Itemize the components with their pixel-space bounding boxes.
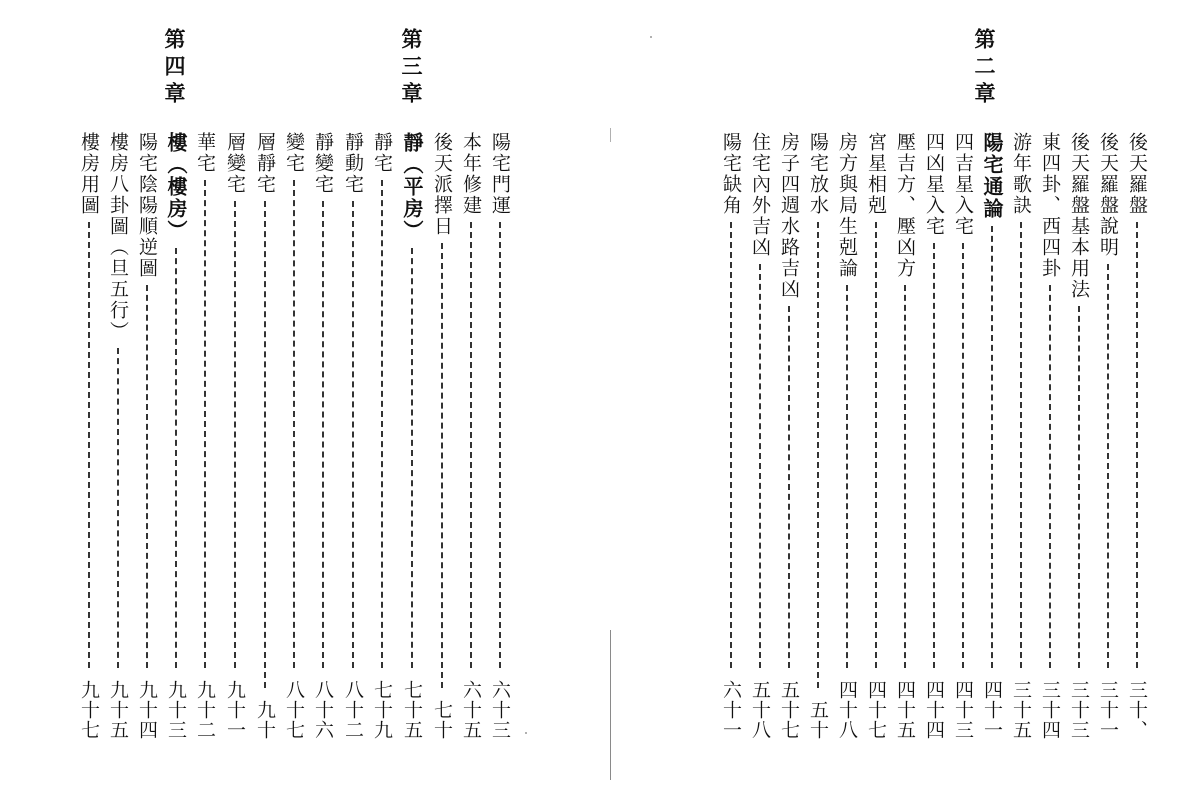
page-number: 三十四 <box>1039 680 1061 740</box>
page-number: 三十、 <box>1126 680 1148 740</box>
dotted-leader <box>264 201 266 688</box>
toc-entry <box>1065 0 1093 793</box>
entry-title: 層變宅 <box>224 132 246 195</box>
dotted-leader <box>470 222 472 668</box>
scan-speck <box>525 732 527 734</box>
page-number: 三十五 <box>1010 680 1032 740</box>
dotted-leader <box>1020 222 1022 668</box>
dotted-leader <box>88 222 90 668</box>
toc-entry <box>746 0 774 793</box>
toc-entry <box>804 0 832 793</box>
page-number: 四十三 <box>952 680 974 740</box>
scan-speck <box>650 36 652 38</box>
dotted-leader <box>788 306 790 668</box>
page-number: 五十八 <box>749 680 771 740</box>
page-number: 九十二 <box>194 680 216 740</box>
dotted-leader <box>1107 264 1109 668</box>
page-number: 九十五 <box>107 680 129 740</box>
dotted-leader <box>991 226 993 668</box>
dotted-leader <box>1136 222 1138 668</box>
dotted-leader <box>322 201 324 668</box>
entry-title: 樓房八卦圖（旦五行） <box>107 132 129 342</box>
entry-title: 四吉星入宅 <box>952 132 974 237</box>
dotted-leader <box>1078 306 1080 668</box>
entry-title: 陽宅通論 <box>980 132 1004 220</box>
page-number: 九十四 <box>136 680 158 740</box>
page-number: 九十一 <box>224 680 246 740</box>
page-number: 四十四 <box>923 680 945 740</box>
page-number: 八十六 <box>312 680 334 740</box>
page-number: 六十五 <box>460 680 482 740</box>
entry-title: 靜變宅 <box>312 132 334 195</box>
chapter-title: 第二章 <box>972 28 997 109</box>
dotted-leader <box>146 285 148 668</box>
page-number: 九十 <box>254 700 276 740</box>
dotted-leader <box>730 222 732 668</box>
dotted-leader <box>499 222 501 668</box>
entry-title: 變宅 <box>283 132 305 174</box>
dotted-leader <box>352 201 354 668</box>
entry-title: 宮星相剋 <box>865 132 887 216</box>
entry-title: 陽宅缺角 <box>720 132 742 216</box>
dotted-leader <box>846 285 848 668</box>
dotted-leader <box>293 180 295 668</box>
toc-entry <box>133 0 161 793</box>
page-number: 八十二 <box>342 680 364 740</box>
dotted-leader <box>933 243 935 668</box>
toc-entry <box>309 0 337 793</box>
dotted-leader <box>875 222 877 668</box>
entry-title: 東四卦、西四卦 <box>1039 132 1061 279</box>
toc-entry <box>775 0 803 793</box>
chapter-title: 第三章 <box>399 28 424 109</box>
entry-title: 住宅內外吉凶 <box>749 132 771 258</box>
toc-entry <box>339 0 367 793</box>
gutter-mark <box>610 128 611 142</box>
page-number: 四十五 <box>894 680 916 740</box>
entry-title: 後天羅盤說明 <box>1097 132 1119 258</box>
entry-title: 房方與局生剋論 <box>836 132 858 279</box>
entry-title: 後天羅盤 <box>1126 132 1148 216</box>
toc-entry <box>368 0 396 793</box>
page-number: 三十三 <box>1068 680 1090 740</box>
entry-title: 靜宅 <box>371 132 393 174</box>
dotted-leader <box>381 180 383 668</box>
page-number: 七十九 <box>371 680 393 740</box>
page-number: 五十七 <box>778 680 800 740</box>
dotted-leader <box>904 285 906 668</box>
dotted-leader <box>962 243 964 668</box>
dotted-leader <box>175 248 177 668</box>
toc-entry <box>1036 0 1064 793</box>
toc-entry <box>398 0 426 793</box>
page-number: 四十八 <box>836 680 858 740</box>
dotted-leader <box>204 180 206 668</box>
toc-entry <box>891 0 919 793</box>
page-number: 四十一 <box>981 680 1003 740</box>
toc-entry <box>1007 0 1035 793</box>
page-number: 七十 <box>431 700 453 740</box>
entry-title: 靜（平房） <box>400 132 424 242</box>
page-number: 三十一 <box>1097 680 1119 740</box>
entry-title: 本年修建 <box>460 132 482 216</box>
toc-entry <box>162 0 190 793</box>
entry-title: 四凶星入宅 <box>923 132 945 237</box>
entry-title: 後天羅盤基本用法 <box>1068 132 1090 300</box>
entry-title: 樓（樓房） <box>164 132 188 242</box>
page-number: 九十三 <box>165 680 187 740</box>
entry-title: 壓吉方、壓凶方 <box>894 132 916 279</box>
dotted-leader <box>817 222 819 688</box>
toc-entry <box>833 0 861 793</box>
toc-entry <box>978 0 1006 793</box>
dotted-leader <box>411 248 413 668</box>
toc-entry <box>1123 0 1151 793</box>
toc-entry <box>75 0 103 793</box>
dotted-leader <box>1049 285 1051 668</box>
page-number: 八十七 <box>283 680 305 740</box>
toc-entry <box>191 0 219 793</box>
toc-entry <box>717 0 745 793</box>
page-gutter <box>610 630 611 780</box>
toc-entry <box>862 0 890 793</box>
page-number: 七十五 <box>401 680 423 740</box>
page-number: 五十 <box>807 700 829 740</box>
page-number: 四十七 <box>865 680 887 740</box>
entry-title: 華宅 <box>194 132 216 174</box>
toc-entry <box>221 0 249 793</box>
toc-entry <box>280 0 308 793</box>
entry-title: 層靜宅 <box>254 132 276 195</box>
dotted-leader <box>759 264 761 668</box>
toc-entry <box>428 0 456 793</box>
toc-entry <box>486 0 514 793</box>
page-number: 六十三 <box>489 680 511 740</box>
entry-title: 陽宅陰陽順逆圖 <box>136 132 158 279</box>
entry-title: 陽宅放水 <box>807 132 829 216</box>
entry-title: 陽宅門運 <box>489 132 511 216</box>
toc-entry <box>104 0 132 793</box>
toc-entry <box>457 0 485 793</box>
toc-entry <box>920 0 948 793</box>
entry-title: 樓房用圖 <box>78 132 100 216</box>
dotted-leader <box>441 243 443 688</box>
entry-title: 游年歌訣 <box>1010 132 1032 216</box>
chapter-title: 第四章 <box>162 28 187 109</box>
entry-title: 靜動宅 <box>342 132 364 195</box>
toc-entry <box>949 0 977 793</box>
dotted-leader <box>234 201 236 668</box>
page-number: 六十一 <box>720 680 742 740</box>
toc-entry <box>251 0 279 793</box>
entry-title: 房子四週水路吉凶 <box>778 132 800 300</box>
toc-entry <box>1094 0 1122 793</box>
dotted-leader <box>117 348 119 668</box>
page-number: 九十七 <box>78 680 100 740</box>
entry-title: 後天派擇日 <box>431 132 453 237</box>
